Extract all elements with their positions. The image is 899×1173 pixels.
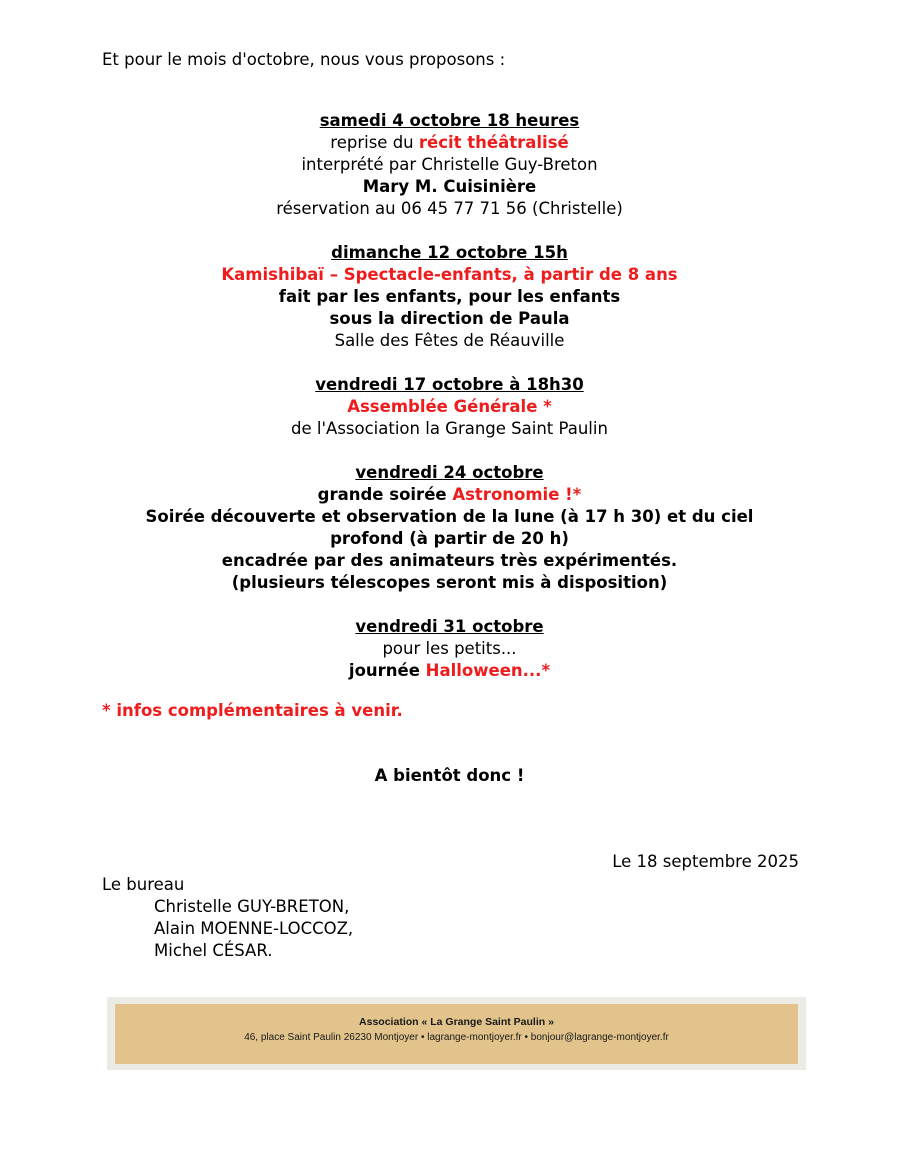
event-text: reprise du (330, 133, 419, 152)
event-oct-24 (0, 462, 899, 594)
event-line (0, 484, 899, 506)
event-oct-12 (0, 242, 899, 352)
event-line: pour les petits... (382, 639, 517, 658)
letter-date: Le 18 septembre 2025 (612, 852, 799, 871)
event-date: dimanche 12 octobre 15h (331, 243, 568, 262)
event-line: interprété par Christelle Guy-Breton (301, 155, 598, 174)
event-line: Soirée découverte et observation de la lune (à 17 h 30) et du ciel (145, 507, 754, 526)
event-date: vendredi 17 octobre à 18h30 (315, 375, 584, 394)
banner-address: 46, place Saint Paulin 26230 Montjoyer • lagrange-montjoyer.fr • bonjour@lagrange-montjoyer.fr (244, 1032, 669, 1043)
event-title: Assemblée Générale * (347, 397, 552, 416)
event-date: vendredi 24 octobre (355, 463, 544, 482)
event-highlight: Halloween...* (425, 661, 551, 680)
event-oct-17 (0, 374, 899, 440)
events-list (0, 110, 899, 704)
signature-name: Christelle GUY-BRETON, (154, 897, 350, 916)
event-oct-4 (0, 110, 899, 220)
event-line: sous la direction de Paula (329, 309, 570, 328)
event-highlight: récit théâtralisé (418, 133, 569, 152)
event-highlight: Astronomie !* (452, 485, 582, 504)
event-line: réservation au 06 45 77 71 56 (Christelle) (276, 199, 623, 218)
event-location: Salle des Fêtes de Réauville (334, 331, 565, 350)
footnote: * infos complémentaires à venir. (102, 701, 403, 720)
event-text: journée (348, 661, 426, 680)
event-line: (plusieurs télescopes seront mis à disposition) (231, 573, 668, 592)
event-line (0, 660, 899, 682)
event-text: grande soirée (317, 485, 453, 504)
event-date: vendredi 31 octobre (355, 617, 544, 636)
closing-text: A bientôt donc ! (374, 766, 525, 785)
event-line: encadrée par des animateurs très expérimentés. (221, 551, 678, 570)
event-line: de l'Association la Grange Saint Paulin (291, 419, 608, 438)
banner-title: Association « La Grange Saint Paulin » (359, 1016, 554, 1028)
signature-block (102, 874, 353, 962)
signature-heading: Le bureau (102, 875, 185, 894)
event-title: Mary M. Cuisinière (362, 177, 537, 196)
event-line (0, 132, 899, 154)
banner-panel (115, 1004, 798, 1064)
event-date: samedi 4 octobre 18 heures (319, 111, 580, 130)
event-oct-31 (0, 616, 899, 682)
signature-name: Michel CÉSAR. (154, 941, 273, 960)
association-banner (107, 997, 806, 1070)
event-title: Kamishibaï – Spectacle-enfants, à partir de 8 ans (221, 265, 678, 284)
intro-text: Et pour le mois d'octobre, nous vous proposons : (102, 50, 506, 69)
event-line: profond (à partir de 20 h) (330, 529, 569, 548)
event-line: fait par les enfants, pour les enfants (278, 287, 621, 306)
signature-name: Alain MOENNE-LOCCOZ, (154, 919, 354, 938)
